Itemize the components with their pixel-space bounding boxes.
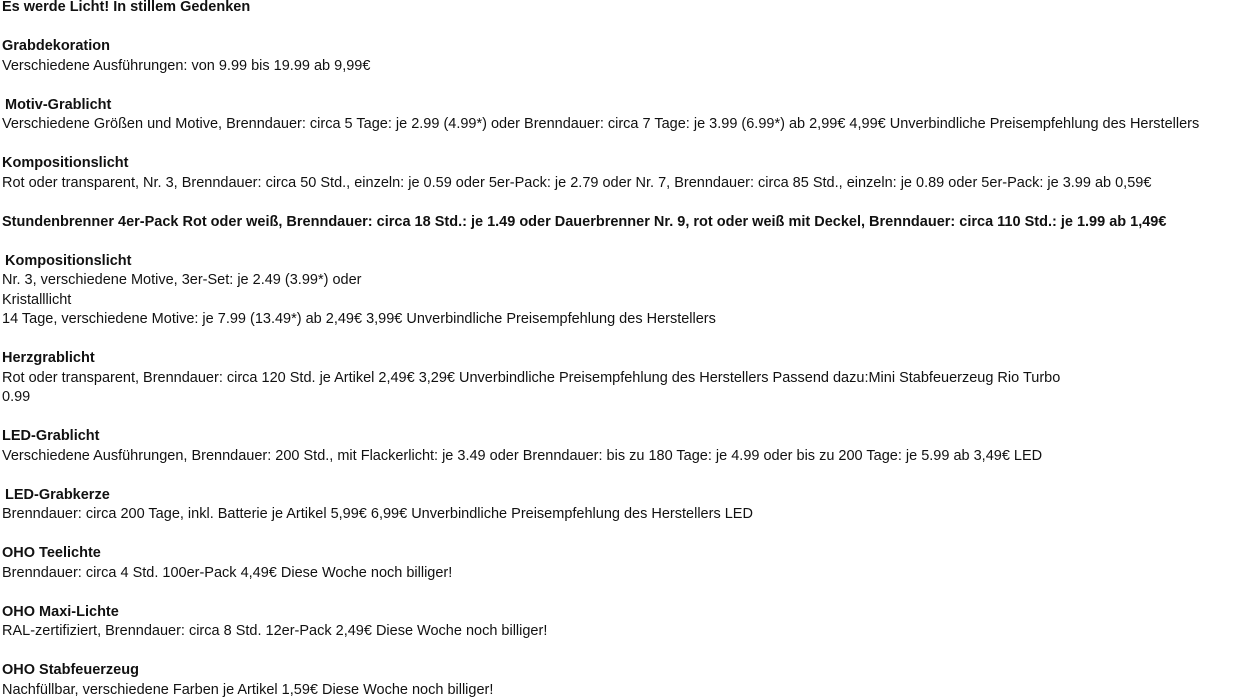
product-item	[2, 661, 1250, 700]
product-item	[2, 486, 1250, 525]
product-title: Kompositionslicht	[2, 252, 1250, 272]
product-description-line: Verschiedene Ausführungen, Brenndauer: 200 Std., mit Flackerlicht: je 3.49 oder Brenndauer: bis zu 180 Tage: je 4.99 oder bis zu 200 Tage: je 5.99 ab 3,49€ LED	[2, 447, 1250, 467]
product-item	[2, 213, 1250, 233]
product-title: Motiv-Grablicht	[2, 96, 1250, 116]
product-title: Herzgrablicht	[2, 349, 1250, 369]
product-description-line: Rot oder transparent, Brenndauer: circa 120 Std. je Artikel 2,49€ 3,29€ Unverbindliche Preisempfehlung des Herstellers Passend dazu:Mini Stabfeuerzeug Rio Turbo	[2, 369, 1250, 389]
product-item	[2, 154, 1250, 193]
product-title: OHO Stabfeuerzeug	[2, 661, 1250, 681]
product-description-line: Nr. 3, verschiedene Motive, 3er-Set: je 2.49 (3.99*) oder	[2, 271, 1250, 291]
product-item	[2, 603, 1250, 642]
product-title: Stundenbrenner 4er-Pack Rot oder weiß, Brenndauer: circa 18 Std.: je 1.49 oder Dauerbrenner Nr. 9, rot oder weiß mit Deckel, Brenndauer: circa 110 Std.: je 1.99 ab 1,49€	[2, 213, 1250, 233]
product-title: Grabdekoration	[2, 37, 1250, 57]
product-list	[2, 37, 1250, 700]
product-title: OHO Teelichte	[2, 544, 1250, 564]
product-description-line: Nachfüllbar, verschiedene Farben je Artikel 1,59€ Diese Woche noch billiger!	[2, 681, 1250, 700]
product-item	[2, 349, 1250, 408]
product-item	[2, 427, 1250, 466]
page-headline: Es werde Licht! In stillem Gedenken	[2, 0, 1250, 18]
product-item	[2, 96, 1250, 135]
product-title: OHO Maxi-Lichte	[2, 603, 1250, 623]
product-title: LED-Grablicht	[2, 427, 1250, 447]
product-title: Kompositionslicht	[2, 154, 1250, 174]
product-description-line: Brenndauer: circa 200 Tage, inkl. Batterie je Artikel 5,99€ 6,99€ Unverbindliche Preisempfehlung des Herstellers LED	[2, 505, 1250, 525]
product-item	[2, 252, 1250, 330]
product-item	[2, 544, 1250, 583]
product-description-line: Brenndauer: circa 4 Std. 100er-Pack 4,49€ Diese Woche noch billiger!	[2, 564, 1250, 584]
product-title: LED-Grabkerze	[2, 486, 1250, 506]
product-description-line: Kristalllicht	[2, 291, 1250, 311]
product-description-line: Verschiedene Größen und Motive, Brenndauer: circa 5 Tage: je 2.99 (4.99*) oder Brenndauer: circa 7 Tage: je 3.99 (6.99*) ab 2,99€ 4,99€ Unverbindliche Preisempfehlung des Herstellers	[2, 115, 1250, 135]
product-description-line: 14 Tage, verschiedene Motive: je 7.99 (13.49*) ab 2,49€ 3,99€ Unverbindliche Preisempfehlung des Herstellers	[2, 310, 1250, 330]
product-description-line: RAL-zertifiziert, Brenndauer: circa 8 Std. 12er-Pack 2,49€ Diese Woche noch billiger!	[2, 622, 1250, 642]
product-description-line: Verschiedene Ausführungen: von 9.99 bis 19.99 ab 9,99€	[2, 57, 1250, 77]
product-description-line: Rot oder transparent, Nr. 3, Brenndauer: circa 50 Std., einzeln: je 0.59 oder 5er-Pack: je 2.79 oder Nr. 7, Brenndauer: circa 85 Std., einzeln: je 0.89 oder 5er-Pack: je 3.99 ab 0,59€	[2, 174, 1250, 194]
product-item	[2, 37, 1250, 76]
product-description-line: 0.99	[2, 388, 1250, 408]
